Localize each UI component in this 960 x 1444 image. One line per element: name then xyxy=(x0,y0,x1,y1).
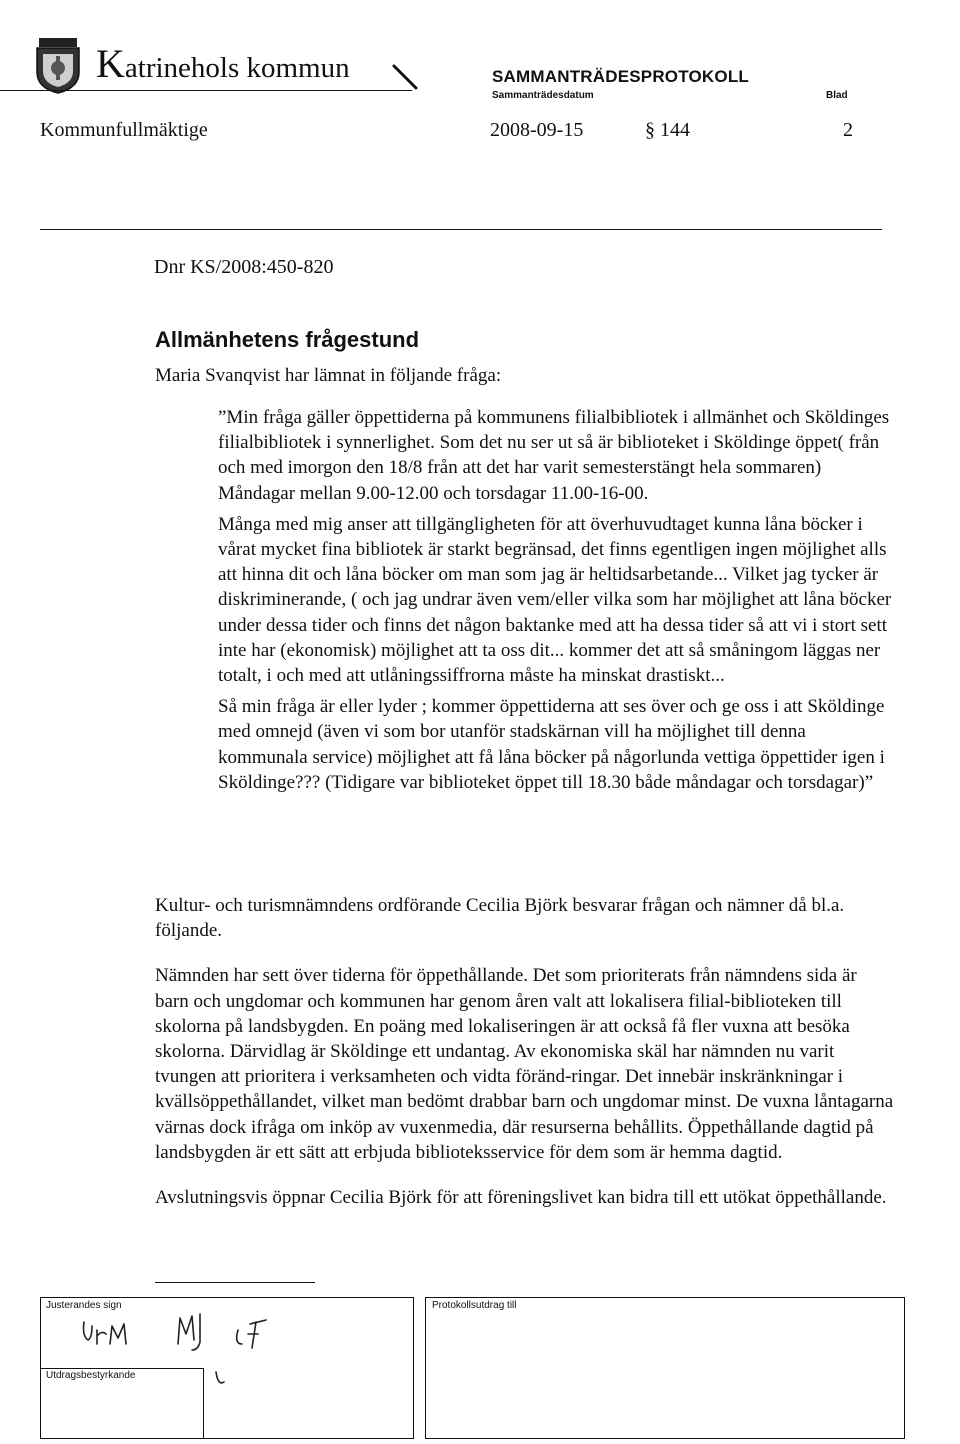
answer-paragraph: Avslutningsvis öppnar Cecilia Björk för att föreningslivet kan bidra till ett utökat öppethållande. xyxy=(155,1187,887,1209)
header-underline xyxy=(0,90,412,91)
header-divider xyxy=(40,229,882,230)
meeting-date-label: Sammanträdesdatum xyxy=(492,90,594,101)
citizen-question xyxy=(218,405,898,795)
municipality-name: Katrinehols kommun xyxy=(96,41,350,86)
protocol-extract-box xyxy=(425,1297,905,1439)
page-number: 2 xyxy=(843,119,853,141)
paragraph-number: § 144 xyxy=(645,119,690,141)
certification-label: Utdragsbestyrkande xyxy=(46,1370,136,1381)
assembly-name: Kommunfullmäktige xyxy=(40,119,208,141)
municipal-coat-of-arms-icon xyxy=(33,38,83,94)
question-paragraph: Många med mig anser att tillgängligheten för att överhuvudtaget kunna låna böcker i vårat mycket fina bibliotek är starkt begränsad, det finns egentligen ingen möjlighet alls att hinna dit och låna böcker om man som jag är heltidsarbetande... Vilket jag tycker är diskriminerande, ( och jag undrar även vem/eller vilka som har möjlighet att låna böcker under dessa tider och finns det någon baktanke med att ha dessa tider så att vi i stort sett inte har (ekonomisk) möjlighet att ta oss dit... kommer det att så småningom läggas ner totalt, i och med att utlåningssiffrorna måste ha minskat drastiskt... xyxy=(218,513,892,687)
registration-number: Dnr KS/2008:450-820 xyxy=(154,256,334,278)
logo-slash-icon xyxy=(390,62,420,92)
question-paragraph: ”Min fråga gäller öppettiderna på kommunens filialbibliotek i allmänhet och Sköldinges filialbibliotek i synnerlighet. Som det nu ser ut så är biblioteket i Sköldinge öppet( från och med imorgon den 18/8 från att det har varit semesterstängt hela sommaren) Måndagar mellan 9.00-12.00 och torsdagar 11.00-16-00. xyxy=(218,407,890,504)
handwritten-initials-signature xyxy=(40,1300,414,1439)
adjuster-signature-label: Justerandes sign xyxy=(46,1300,122,1311)
protocol-extract-label: Protokollsutdrag till xyxy=(432,1300,517,1311)
answer-paragraph: Kultur- och turismnämndens ordförande Cecilia Björk besvarar frågan och nämner då bl.a. följande. xyxy=(155,895,845,942)
footer-divider xyxy=(155,1282,315,1283)
section-heading: Allmänhetens frågestund xyxy=(155,327,420,352)
meeting-date: 2008-09-15 xyxy=(490,119,584,141)
answer-paragraph: Nämnden har sett över tiderna för öppethållande. Det som prioriterats från nämndens sida är barn och ungdomar och kommunen har genom åren valt att lokalisera filial-biblioteken till skolorna på landsbygden. En poäng med lokaliseringen är att också få fler vuxna att besöka skolorna. Därvidlag är Sköldinge ett undantag. Av ekonomiska skäl har nämnden nu varit tvungen att prioritera i verksamheten och vidta föränd-ringar. Det innebär inskränkningar i kvällsöppethållandet, vilket man bedömt drabbar barn och ungdomar minst. De vuxna låntagarna värnas dock ifråga om inköp av vuxenmedia, där resurserna behållits. Öppethållande dagtid på landsbygden är ett sätt att erbjuda biblioteksservice för dem som är hemma dagtid. xyxy=(155,965,894,1163)
page-label: Blad xyxy=(826,90,848,101)
question-intro: Maria Svanqvist har lämnat in följande fråga: xyxy=(155,365,502,386)
document-type: SAMMANTRÄDESPROTOKOLL xyxy=(492,67,749,86)
committee-answer xyxy=(155,893,895,1210)
question-paragraph: Så min fråga är eller lyder ; kommer öppettiderna att ses över och ge oss i att Sköldinge med omnejd (även vi som bor utanför stadskärnan vill ha möjlighet till denna kommunala service) möjlighet att få låna böcker på någorlunda vettiga öppettider igen i Sköldinge??? (Tidigare var biblioteket öppet till 18.30 både måndagar och torsdagar)” xyxy=(218,696,885,793)
